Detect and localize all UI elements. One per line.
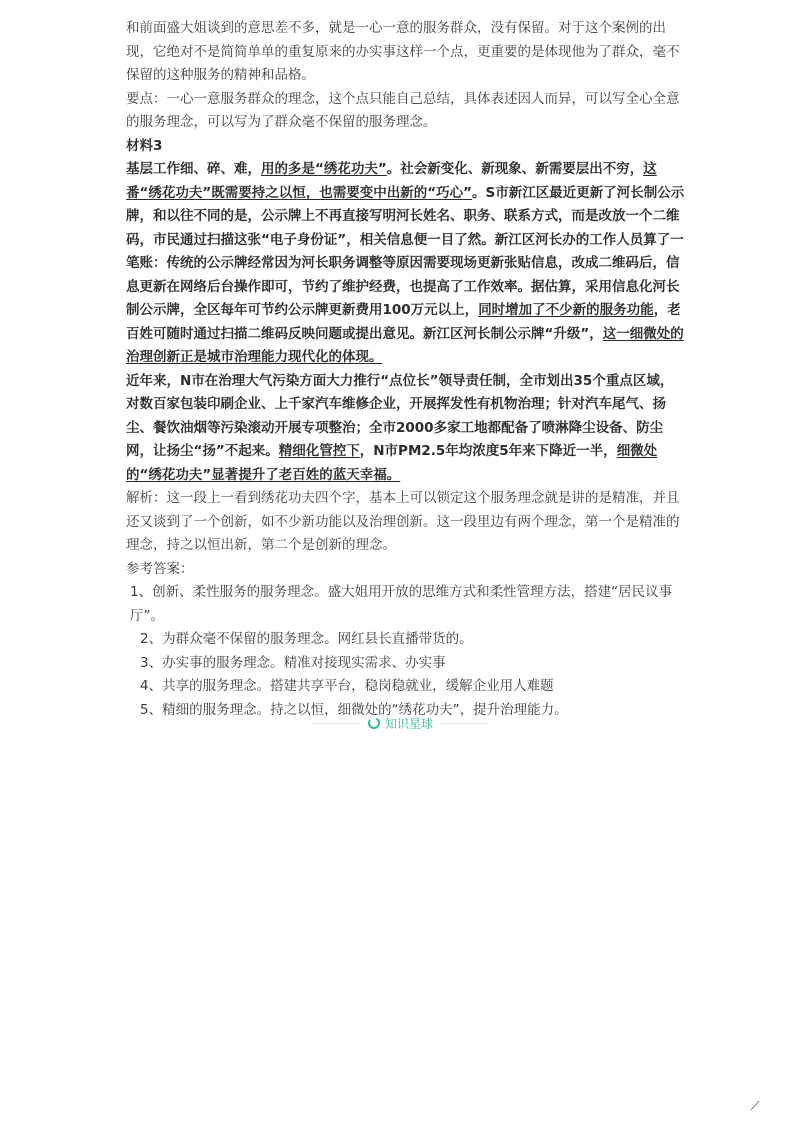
m4-text-2: ，N市PM2.5年均浓度5年来下降近一半，	[359, 443, 617, 459]
m4-text-1: 近年来，N市在治理大气污染方面大力推行“点位长”领导责任制，全市划出35个重点区域，对数百家包装印刷企业、上千家汽车维修企业，开展挥发性有机物治理；针对汽车尾气、扬尘、餐饮油烟等污染滚动开展专项整治；全市2000多家工地都配备了喷淋降尘设备、防尘网，让扬尘“扬”不起来。	[126, 372, 674, 459]
m4-underline-1: 精细化管控下	[278, 443, 360, 459]
paragraph-intro: 和前面盛大姐谈到的意思差不多，就是一心一意的服务群众，没有保留。对于这个案例的出现，它绝对不是简简单单的重复原来的办实事这样一个点，更重要的是体现他为了群众，毫不保留的这种服务的精神和品格。	[126, 20, 680, 83]
document-body	[126, 17, 686, 722]
material-heading: 材料3	[126, 137, 163, 154]
m3-underline-2: 这番“绣花功夫”既需要持之以恒，也需要变中出新的“巧心”	[126, 161, 657, 201]
m3-text-2: 。社会新变化、新现象、新需要层出不穷，	[386, 161, 644, 177]
brand-name: 知识星球	[384, 716, 433, 731]
paragraph-analysis: 解析：这一段上一看到绣花功夫四个字，基本上可以锁定这个服务理念就是讲的是精准，并且还又谈到了一个创新，如不少新功能以及治理创新。这一段里边有两个理念，第一个是精准的理念，持之以恒出新，第二个是创新的理念。	[126, 490, 680, 553]
answers-list	[126, 581, 686, 722]
brand-badge	[367, 715, 433, 732]
answer-item: 5、精细的服务理念。持之以恒，细微处的“绣花功夫”，提升治理能力。	[140, 701, 568, 718]
answer-item: 3、办实事的服务理念。精准对接现实需求、办实事	[140, 654, 446, 671]
answer-item: 1、创新、柔性服务的服务理念。盛大姐用开放的思维方式和柔性管理方法，搭建“居民议事厅”。	[130, 584, 673, 624]
m3-text-1: 基层工作细、碎、难，	[126, 161, 261, 177]
watermark-footer	[0, 711, 800, 735]
m3-text-4: ，老百姓可随时通过扫描二维码反映问题或提出意见。新江区河长制公示牌“升级”，	[126, 302, 681, 342]
m3-text-3: 。S市新江区最近更新了河长制公示牌，和以往不同的是，公示牌上不再直接写明河长姓名、职务、联系方式，而是改放一个二维码，市民通过扫描这张“电子身份证”，相关信息便一目了然。新江区河长办的工作人员算了一笔账：传统的公示牌经常因为河长职务调整等原因需要现场更新张贴信息，改成二维码后，信息更新在网络后台操作即可，节约了维护经费，也提高了工作效率。据估算，采用信息化河长制公示牌，全区每年可节约公示牌更新费用100万元以上，	[126, 184, 685, 318]
m4-underline-2: 细微处的“绣花功夫”显著提升了老百姓的蓝天幸福。	[126, 443, 658, 483]
page-corner-mark-icon	[748, 1098, 762, 1112]
footer-divider-left	[313, 723, 359, 724]
answer-item: 4、共享的服务理念。搭建共享平台，稳岗稳就业，缓解企业用人难题	[140, 678, 554, 694]
answers-label: 参考答案：	[126, 560, 194, 577]
m3-underline-1: 用的多是“绣花功夫”	[261, 161, 387, 177]
knowledge-planet-logo-icon	[367, 716, 381, 730]
paragraph-key-point: 要点：一心一意服务群众的理念，这个点只能自己总结，具体表述因人而异，可以写全心全意的服务理念，可以写为了群众毫不保留的服务理念。	[126, 90, 680, 130]
answer-item: 2、为群众毫不保留的服务理念。网红县长直播带货的。	[140, 631, 473, 647]
m3-underline-3: 同时增加了不少新的服务功能	[478, 302, 654, 318]
m3-underline-4: 这一细微处的治理创新正是城市治理能力现代化的体现。	[126, 325, 684, 365]
material-4-paragraph	[126, 370, 686, 488]
material-3-paragraph	[126, 158, 686, 370]
footer-divider-right	[441, 723, 487, 724]
